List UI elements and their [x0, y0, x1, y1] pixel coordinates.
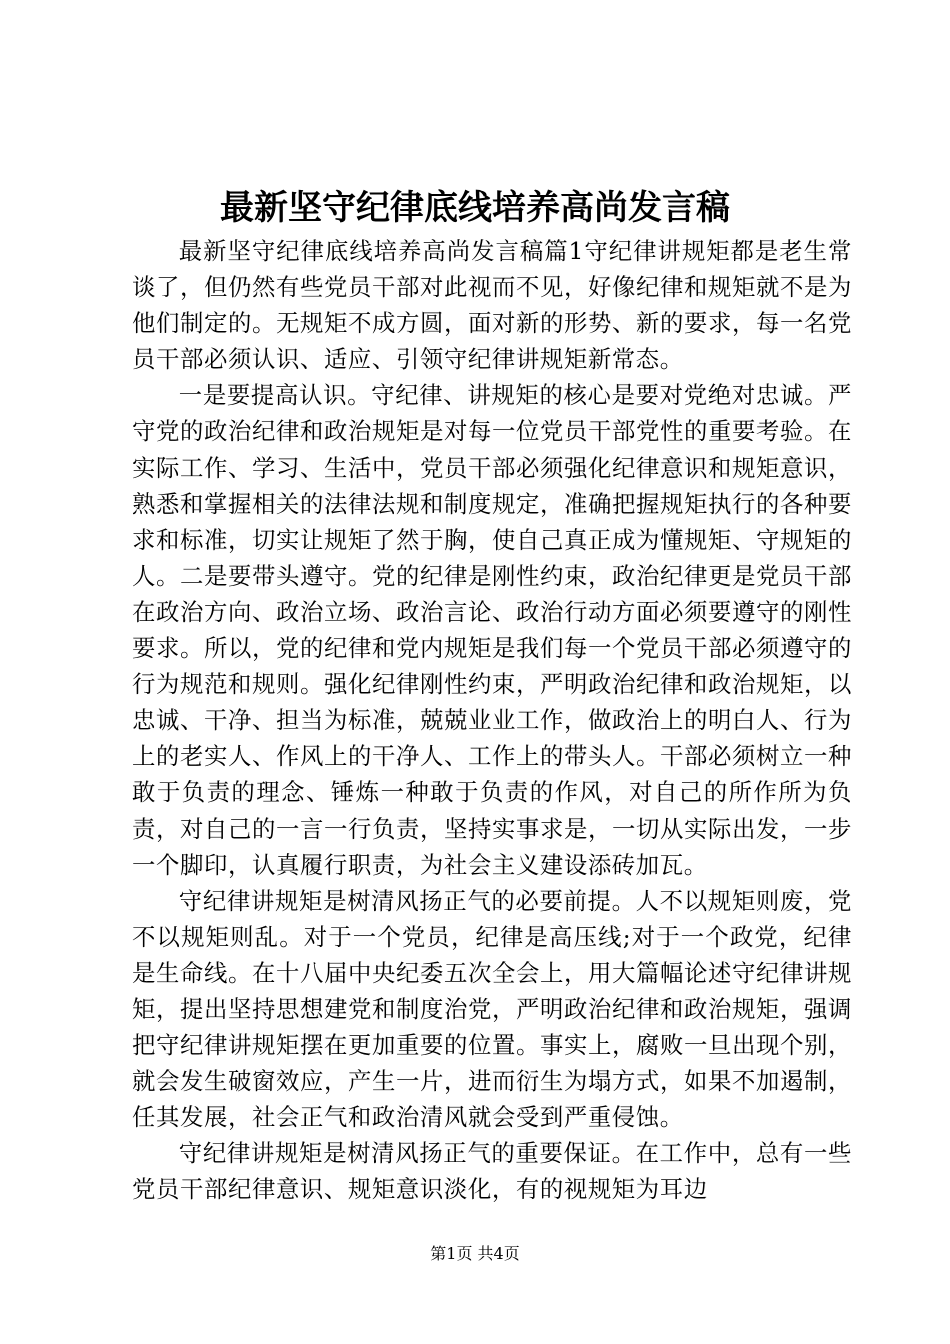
document-body: [132, 233, 852, 1208]
paragraph-2: 一是要提高认识。守纪律、讲规矩的核心是要对党绝对忠诚。严守党的政治纪律和政治规矩是对每一位党员干部党性的重要考验。在实际工作、学习、生活中，党员干部必须强化纪律意识和规矩意识，熟悉和掌握相关的法律法规和制度规定，准确把握规矩执行的各种要求和标准，切实让规矩了然于胸，使自己真正成为懂规矩、守规矩的人。二是要带头遵守。党的纪律是刚性约束，政治纪律更是党员干部在政治方向、政治立场、政治言论、政治行动方面必须要遵守的刚性要求。所以，党的纪律和党内规矩是我们每一个党员干部必须遵守的行为规范和规则。强化纪律刚性约束，严明政治纪律和政治规矩，以忠诚、干净、担当为标准，兢兢业业工作，做政治上的明白人、行为上的老实人、作风上的干净人、工作上的带头人。干部必须树立一种敢于负责的理念、锤炼一种敢于负责的作风，对自己的所作所为负责，对自己的一言一行负责，坚持实事求是，一切从实际出发，一步一个脚印，认真履行职责，为社会主义建设添砖加瓦。: [132, 381, 852, 879]
paragraph-3: 守纪律讲规矩是树清风扬正气的必要前提。人不以规矩则废，党不以规矩则乱。对于一个党员，纪律是高压线;对于一个政党，纪律是生命线。在十八届中央纪委五次全会上，用大篇幅论述守纪律讲规矩，提出坚持思想建党和制度治党，严明政治纪律和政治规矩，强调把守纪律讲规矩摆在更加重要的位置。事实上，腐败一旦出现个别，就会发生破窗效应，产生一片，进而衍生为塌方式，如果不加遏制，任其发展，社会正气和政治清风就会受到严重侵蚀。: [132, 886, 852, 1132]
page-indicator: 第1页 共4页: [430, 1244, 520, 1263]
paragraph-4: 守纪律讲规矩是树清风扬正气的重要保证。在工作中，总有一些党员干部纪律意识、规矩意识淡化，有的视规矩为耳边: [132, 1139, 852, 1204]
document-title: 最新坚守纪律底线培养高尚发言稿: [220, 188, 730, 228]
paragraph-1: 最新坚守纪律底线培养高尚发言稿篇1守纪律讲规矩都是老生常谈了，但仍然有些党员干部对此视而不见，好像纪律和规矩就不是为他们制定的。无规矩不成方圆，面对新的形势、新的要求，每一名党员干部必须认识、适应、引领守纪律讲规矩新常态。: [132, 237, 852, 374]
page-footer: [0, 1242, 950, 1266]
